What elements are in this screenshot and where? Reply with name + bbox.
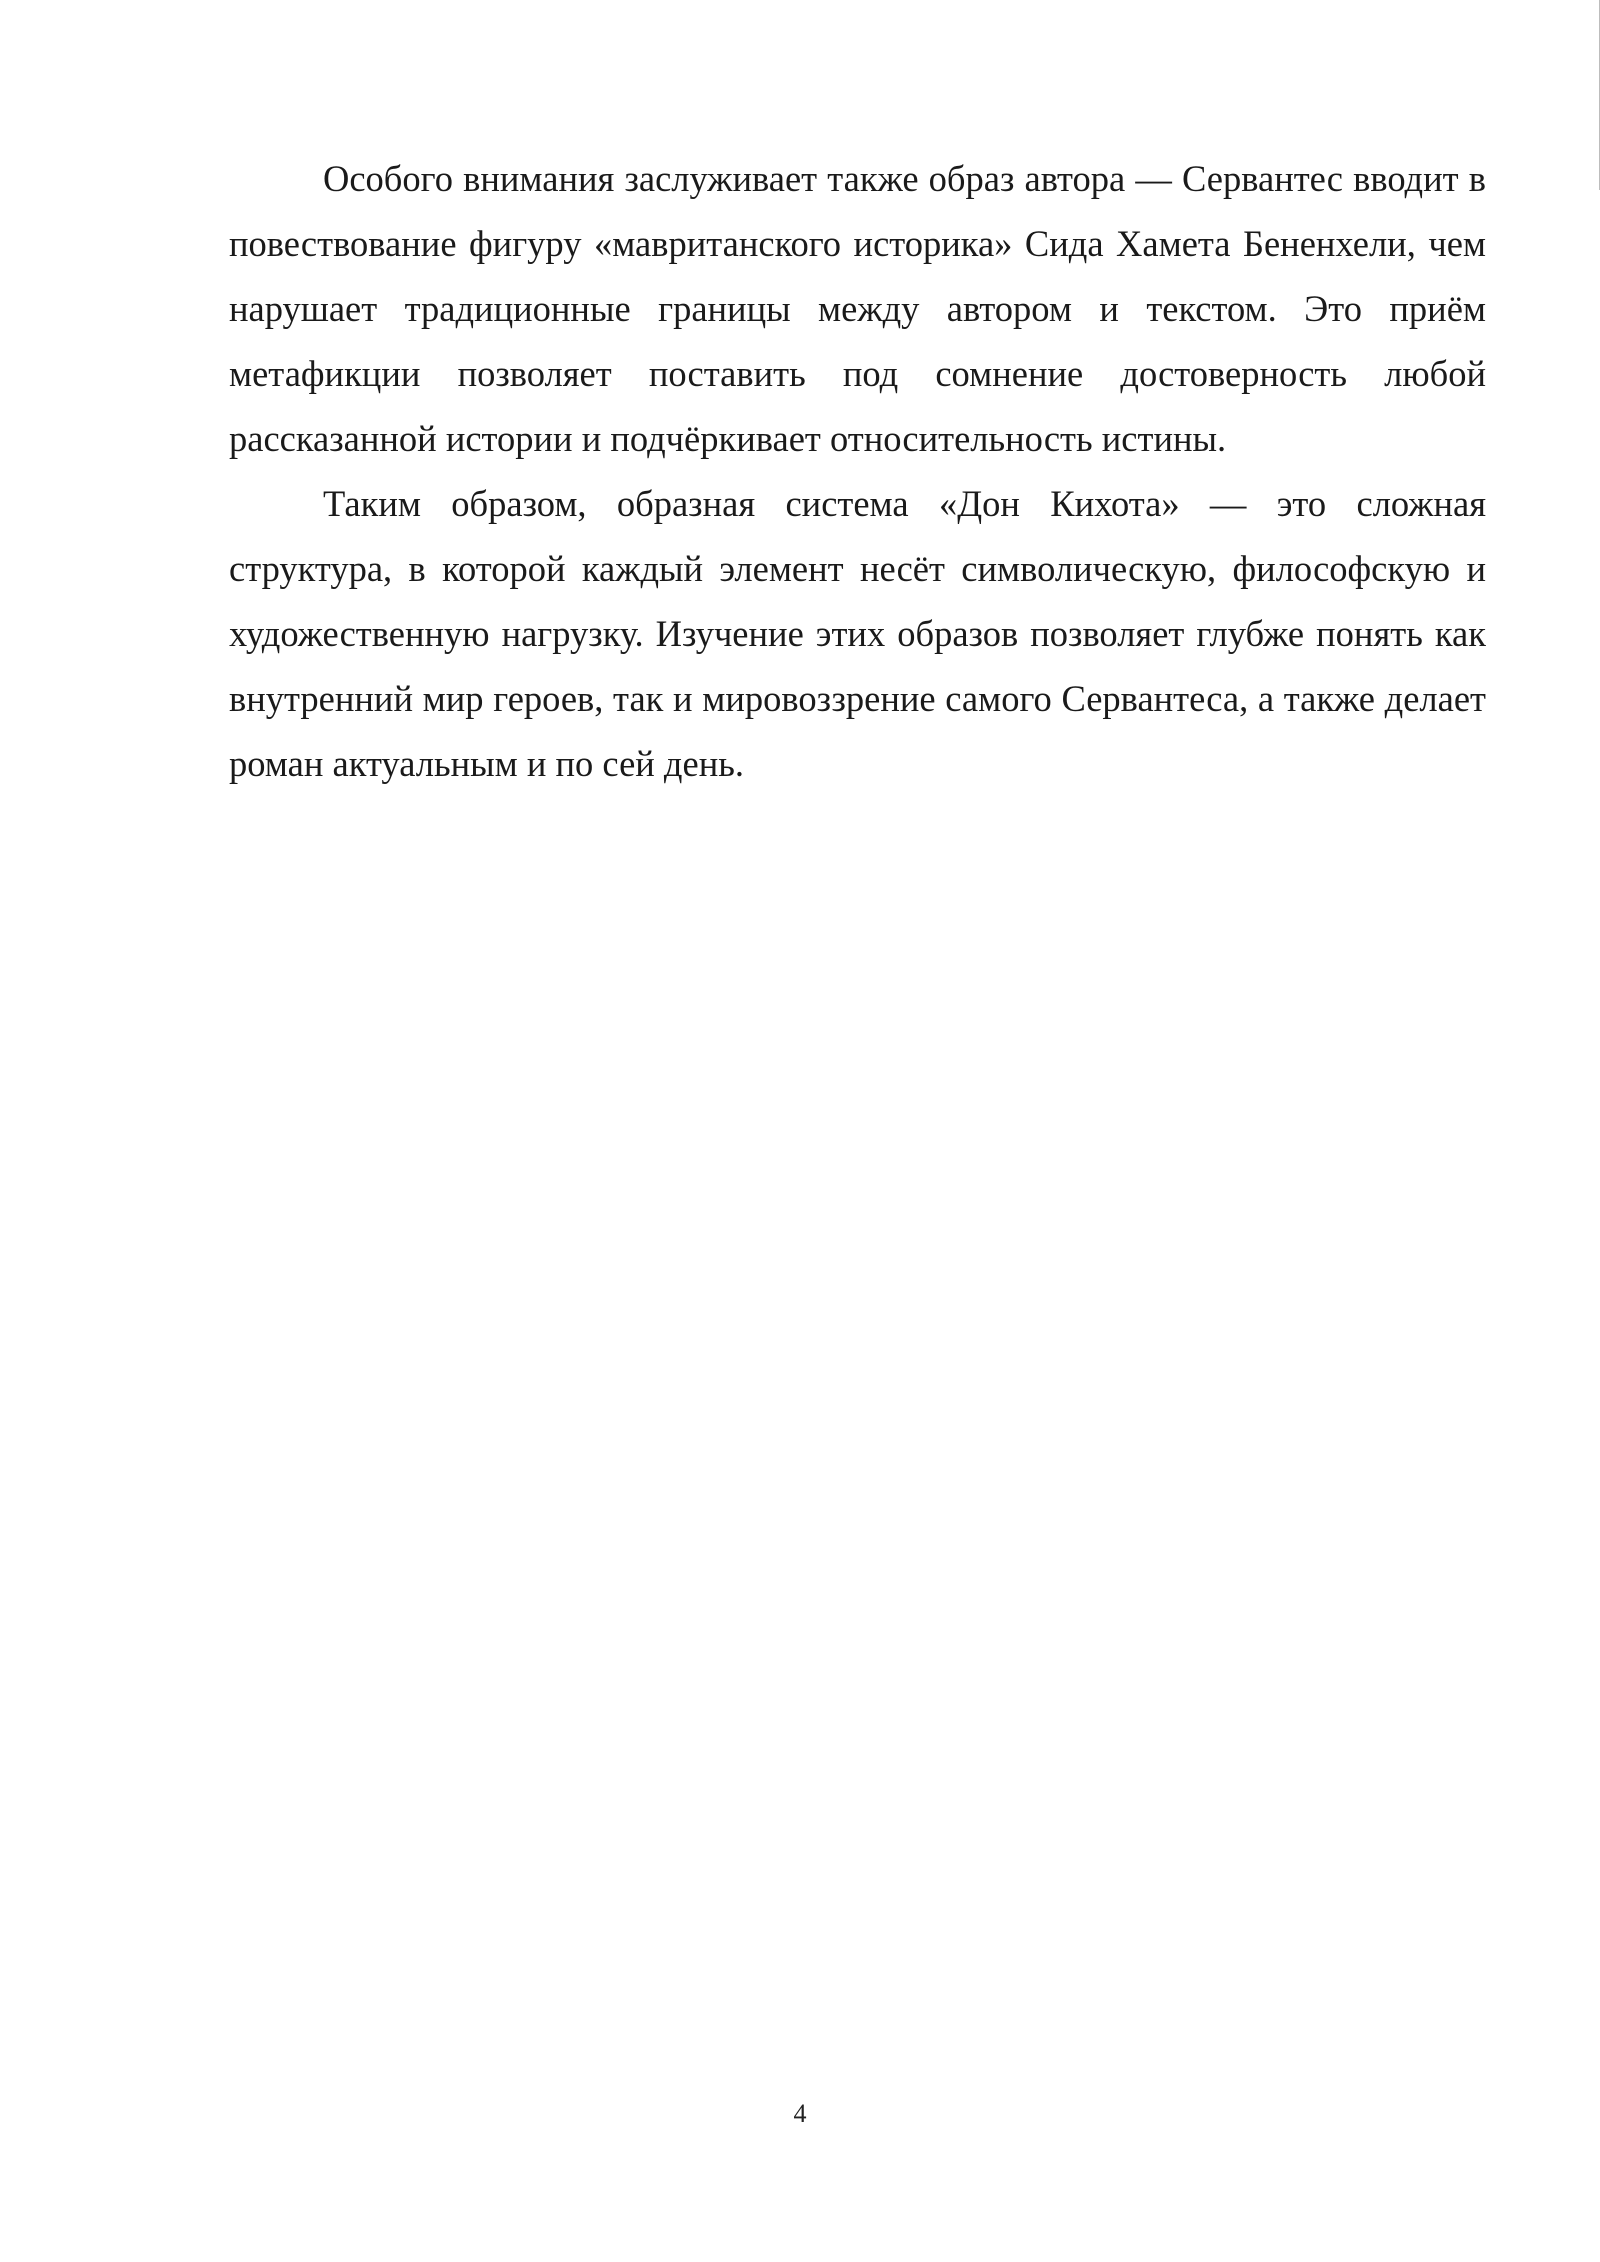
paragraph-conclusion: Таким образом, образная система «Дон Кихота» — это сложная структура, в которой каждый элемент несёт символическую, философскую и художественную нагрузку. Изучение этих образов позволяет глубже понять как внутренний мир героев, так и мировоззрение самого Сервантеса, а также делает роман актуальным и по сей день. [229, 483, 1486, 784]
page-number: 4 [793, 2099, 807, 2128]
paragraph-author-image: Особого внимания заслуживает также образ автора — Сервантес вводит в повествование фигуру «мавританского историка» Сида Хамета Бененхели, чем нарушает традиционные границы между автором и текстом. Это приём метафикции позволяет поставить под сомнение достоверность любой рассказанной истории и подчёркивает относительность истины. [229, 158, 1486, 459]
document-body [229, 146, 1486, 796]
